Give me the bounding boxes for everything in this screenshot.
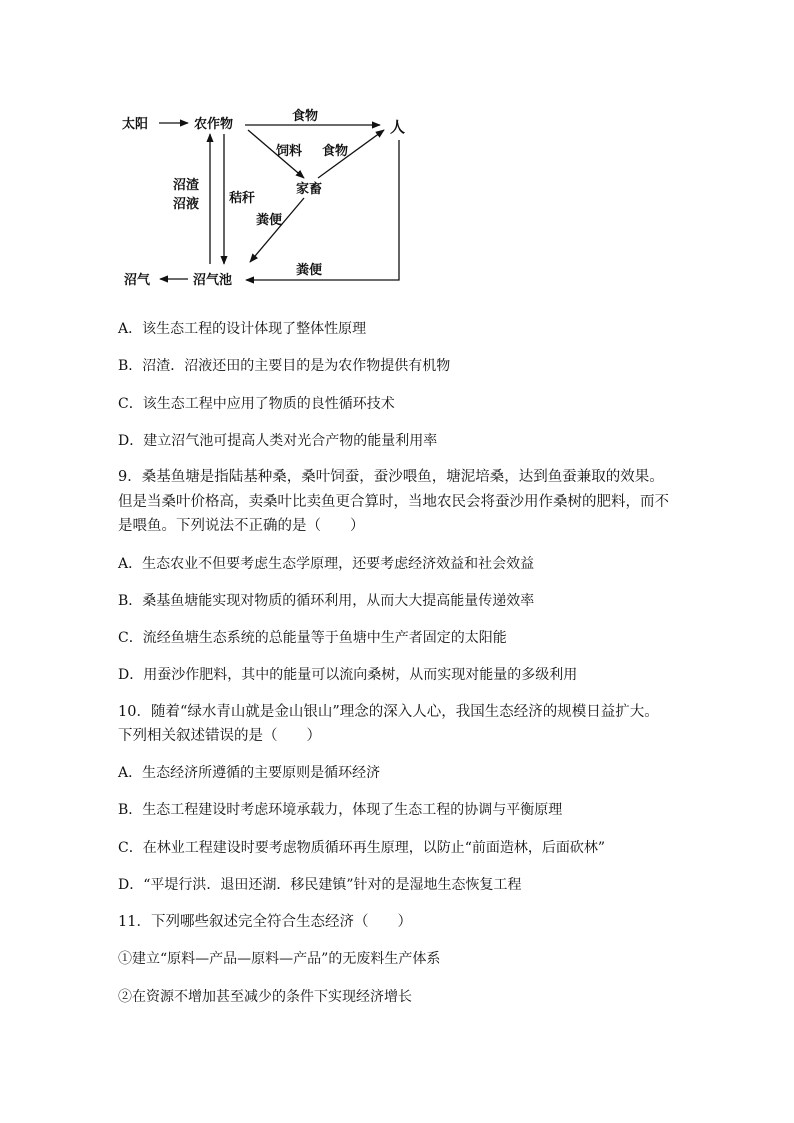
q9-stem-line-1: 9．桑基鱼塘是指陆基种桑，桑叶饲蚕，蚕沙喂鱼，塘泥培桑，达到鱼蚕兼取的效果。 xyxy=(118,469,664,485)
q10-stem-line-1: 10．随着“绿水青山就是金山银山”理念的深入人心，我国生态经济的规模日益扩大。 xyxy=(118,704,659,720)
label-crops-to-livestock: 饲料 xyxy=(276,144,303,159)
q9-option-a: A．生态农业不但要考虑生态学原理，还要考虑经济效益和社会效益 xyxy=(118,556,535,572)
label-liquid: 沼液 xyxy=(173,197,200,212)
q8-option-d: D．建立沼气池可提高人类对光合产物的能量利用率 xyxy=(118,433,438,449)
label-livestock-manure: 粪便 xyxy=(256,213,283,228)
node-biogas-pool: 沼气池 xyxy=(193,273,233,288)
q9-option-c: C．流经鱼塘生态系统的总能量等于鱼塘中生产者固定的太阳能 xyxy=(118,630,507,646)
node-person: 人 xyxy=(390,118,406,136)
q8-option-b: B．沼渣．沼液还田的主要目的是为农作物提供有机物 xyxy=(118,358,451,374)
label-livestock-to-person: 食物 xyxy=(322,144,349,159)
q9-option-d: D．用蚕沙作肥料，其中的能量可以流向桑树，从而实现对能量的多级利用 xyxy=(118,667,578,683)
label-straw: 秸秆 xyxy=(229,191,256,206)
label-person-manure: 粪便 xyxy=(296,263,323,278)
arrow-person-to-pool xyxy=(246,140,399,280)
node-livestock: 家畜 xyxy=(296,182,323,197)
label-crops-to-person: 食物 xyxy=(292,109,319,124)
q10-option-b: B．生态工程建设时考虑环境承载力，体现了生态工程的协调与平衡原理 xyxy=(118,802,563,818)
q9-stem-line-2: 但是当桑叶价格高，卖桑叶比卖鱼更合算时，当地农民会将蚕沙用作桑树的肥料，而不 xyxy=(118,494,669,510)
q11-stem: 11．下列哪些叙述完全符合生态经济（ ） xyxy=(118,914,412,930)
q9-option-b: B．桑基鱼塘能实现对物质的循环利用，从而大大提高能量传递效率 xyxy=(118,593,535,609)
node-biogas: 沼气 xyxy=(124,273,151,288)
node-sun: 太阳 xyxy=(122,117,149,132)
q11-item-1: ①建立“原料—产品—原料—产品”的无废料生产体系 xyxy=(118,951,441,967)
q10-option-c: C．在林业工程建设时要考虑物质循环再生原理，以防止“前面造林，后面砍林” xyxy=(118,840,606,856)
q10-option-a: A．生态经济所遵循的主要原则是循环经济 xyxy=(118,765,381,781)
q10-option-d: D．“平堤行洪．退田还湖．移民建镇”针对的是湿地生态恢复工程 xyxy=(118,877,522,893)
q8-option-c: C．该生态工程中应用了物质的良性循环技术 xyxy=(118,396,395,412)
node-crops: 农作物 xyxy=(194,117,234,132)
q10-stem-line-2: 下列相关叙述错误的是（ ） xyxy=(118,728,321,744)
arrow-livestock-to-pool xyxy=(250,198,304,262)
ecological-engineering-diagram xyxy=(0,0,794,300)
q11-item-2: ②在资源不增加甚至减少的条件下实现经济增长 xyxy=(118,989,412,1005)
q9-stem-line-3: 是喂鱼。下列说法不正确的是（ ） xyxy=(118,518,365,534)
label-residue: 沼渣 xyxy=(173,178,200,193)
q8-option-a: A．该生态工程的设计体现了整体性原理 xyxy=(118,321,367,337)
